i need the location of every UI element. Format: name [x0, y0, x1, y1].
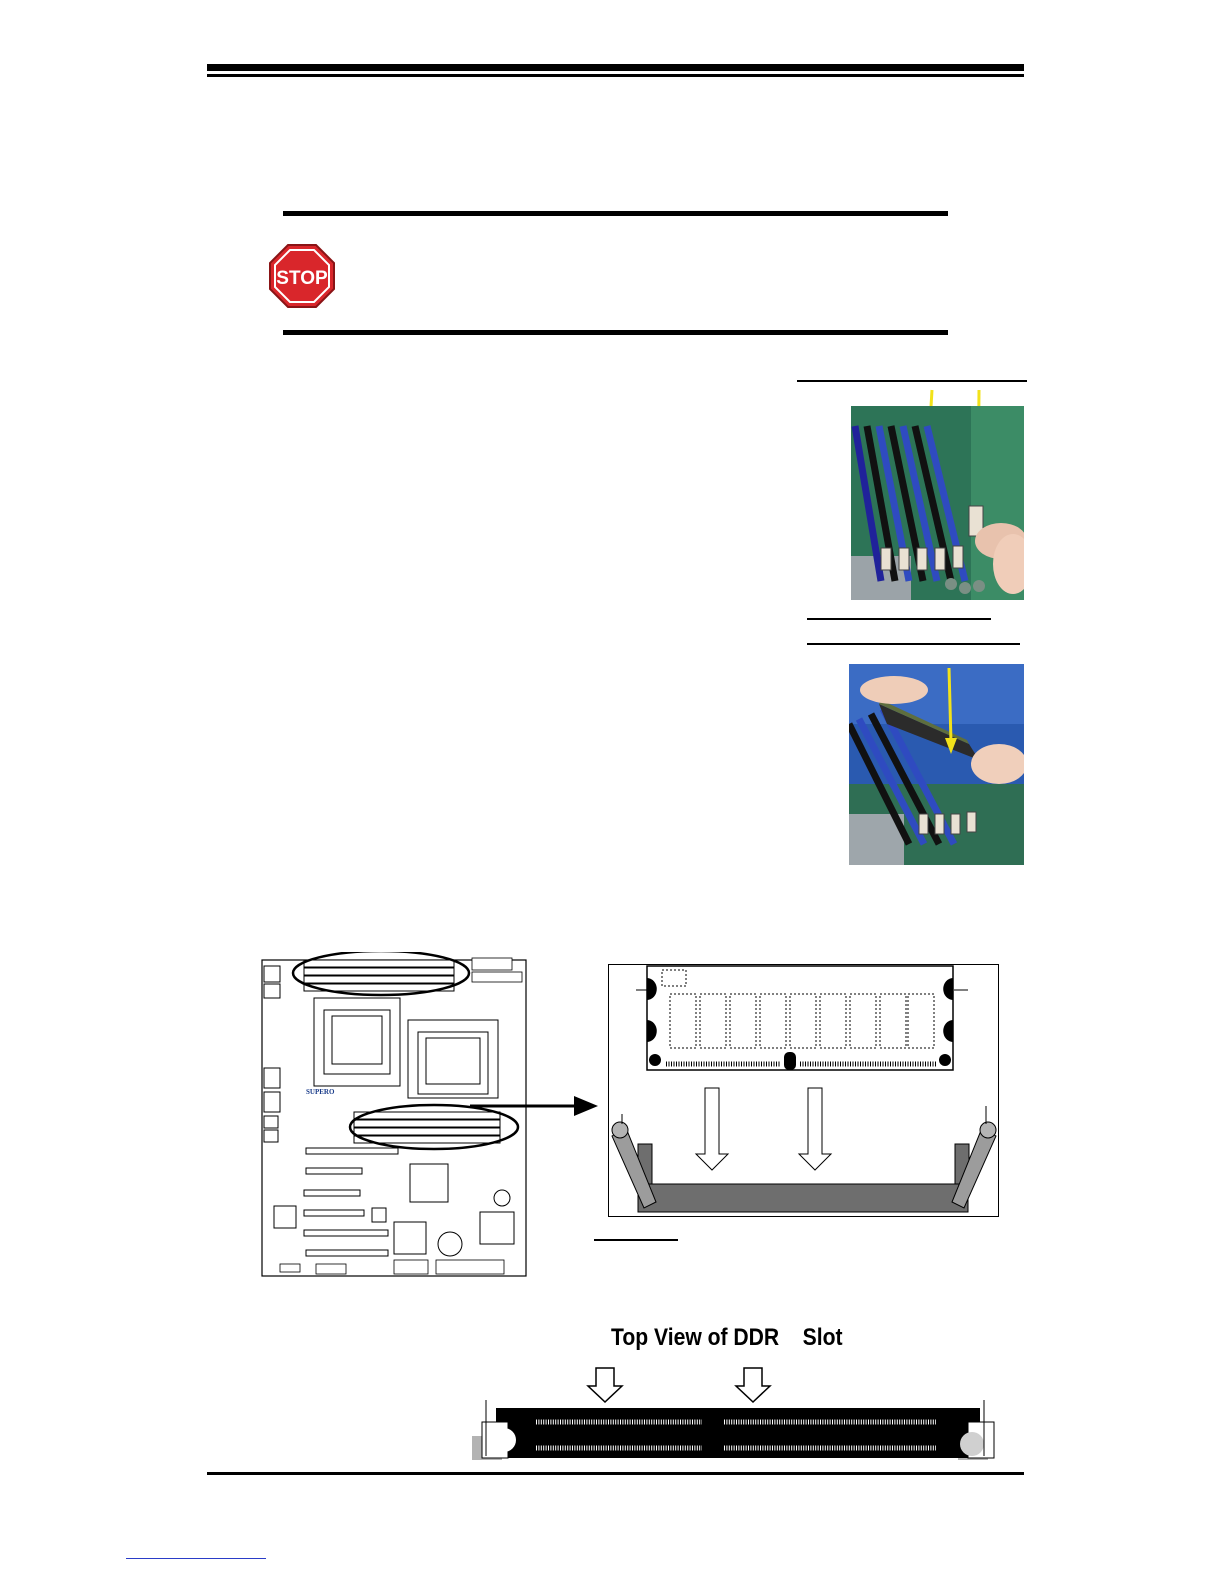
- stop-sign-label: STOP: [276, 268, 328, 289]
- slot-top-view-diagram: [468, 1364, 1000, 1464]
- photo-two-caption-underline-1: [807, 618, 991, 620]
- diagram-caption-underline: [594, 1239, 678, 1241]
- dimm-slot-release-tabs-photo: [851, 406, 1024, 600]
- stop-sign-icon: [268, 243, 336, 309]
- header-rule-thick: [207, 64, 1024, 71]
- header-rule-thin: [207, 74, 1024, 77]
- svg-text:SUPERO: SUPERO: [306, 1088, 335, 1096]
- pointer-arrow: [470, 1094, 600, 1118]
- warning-bottom-rule: [283, 330, 948, 335]
- footer-rule: [207, 1472, 1024, 1475]
- bottom-link-underline[interactable]: [126, 1558, 266, 1559]
- dimm-insertion-diagram: [608, 964, 1000, 1218]
- dimm-module-insertion-photo: [849, 664, 1024, 865]
- photo-two-caption-underline-2: [807, 643, 1020, 645]
- warning-top-rule: [283, 211, 948, 216]
- slot-top-view-title: Top View of DDR Slot: [611, 1324, 843, 1351]
- photo-one-caption-underline: [797, 380, 1027, 382]
